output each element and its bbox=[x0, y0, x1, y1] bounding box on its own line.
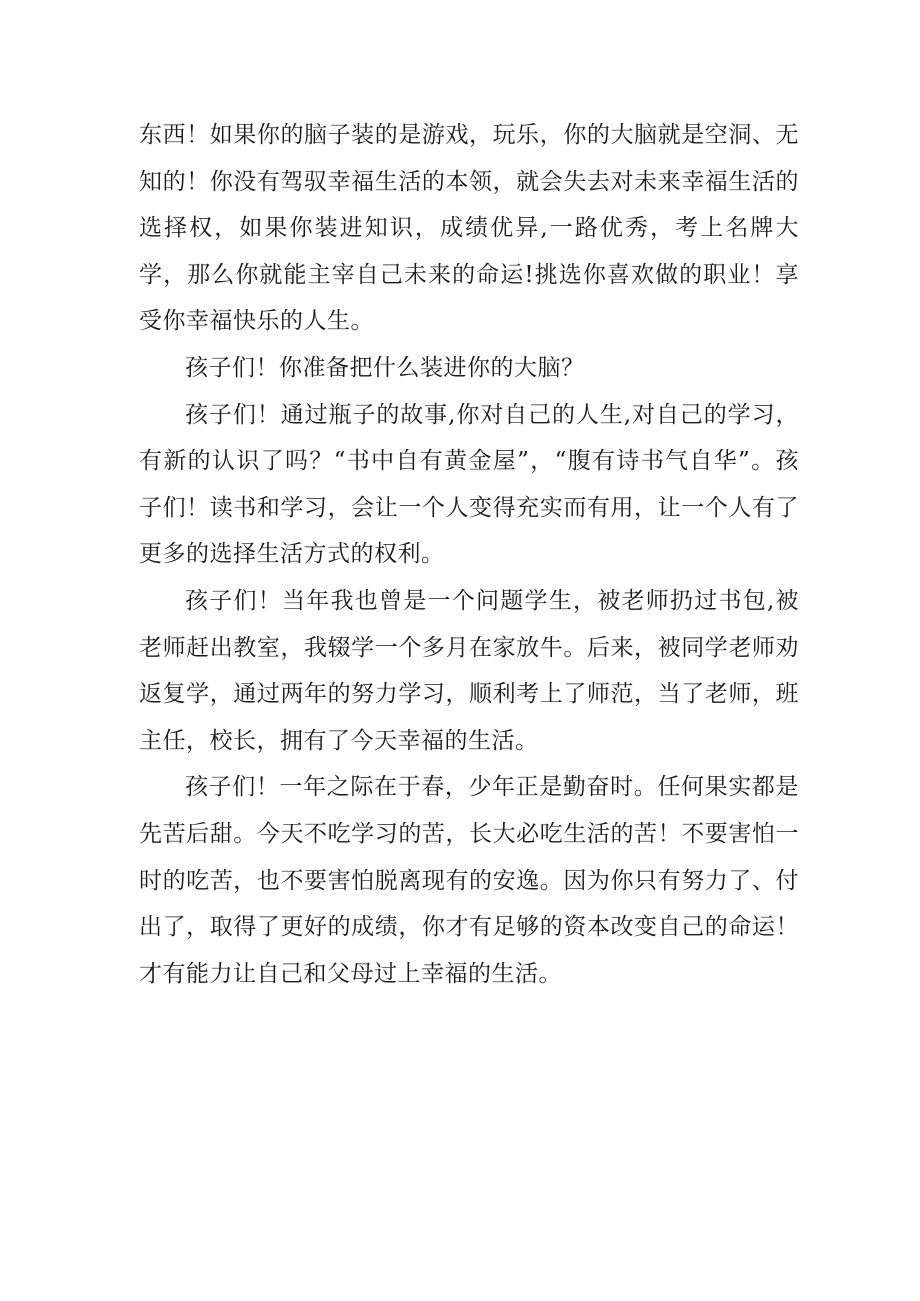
paragraph-4: 孩子们！当年我也曾是一个问题学生，被老师扔过书包,被老师赶出教室，我辍学一个多月在家放牛。后来，被同学老师劝返复学，通过两年的努力学习，顺利考上了师范，当了老师，班主任，校长，拥有了今天幸福的生活。 bbox=[139, 587, 799, 754]
paragraph-5: 孩子们！一年之际在于春，少年正是勤奋时。任何果实都是先苦后甜。今天不吃学习的苦，长大必吃生活的苦！不要害怕一时的吃苦，也不要害怕脱离现有的安逸。因为你只有努力了、付出了，取得了更好的成绩，你才有足够的资本改变自己的命运！才有能力让自己和父母过上幸福的生活。 bbox=[139, 774, 799, 987]
paragraph-2: 孩子们！你准备把什么装进你的大脑？ bbox=[185, 354, 585, 381]
document-body bbox=[139, 112, 799, 997]
paragraph-3: 孩子们！通过瓶子的故事,你对自己的人生,对自己的学习，有新的认识了吗？“书中自有黄金屋”，“腹有诗书气自华”。孩子们！读书和学习，会让一个人变得充实而有用，让一个人有了更多的选择生活方式的权利。 bbox=[139, 401, 799, 568]
paragraph-1: 东西！如果你的脑子装的是游戏，玩乐，你的大脑就是空洞、无知的！你没有驾驭幸福生活的本领，就会失去对未来幸福生活的选择权，如果你装进知识，成绩优异,一路优秀，考上名牌大学，那么你就能主宰自己未来的命运!挑选你喜欢做的职业！享受你幸福快乐的人生。 bbox=[139, 122, 799, 335]
